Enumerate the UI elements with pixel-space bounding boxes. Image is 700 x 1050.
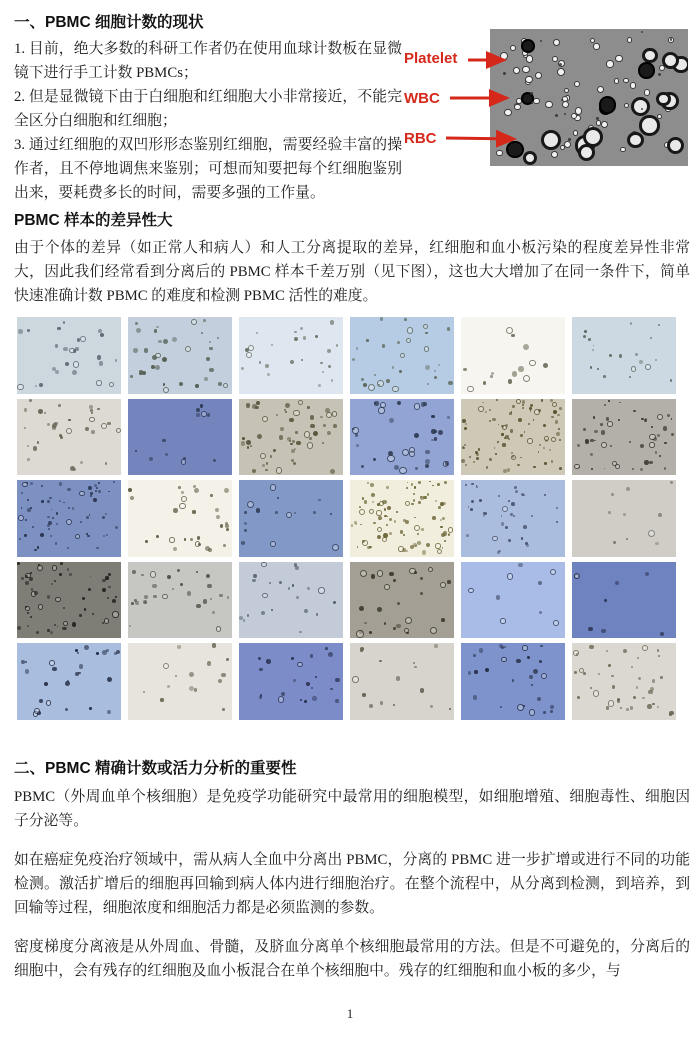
list-item-1: 1. 目前，绝大多数的科研工作者仍在使用血球计数板在显微镜下进行手工计数 PBMCs； xyxy=(14,41,402,81)
section3-heading: 二、PBMC 精确计数或活力分析的重要性 xyxy=(14,760,297,777)
page-number: 1 xyxy=(346,1006,354,1021)
paragraph-1: PBMC（外周血单个核细胞）是免疫学功能研究中最常用的细胞模型，如细胞增殖、细胞毒性、细胞因子分泌等。 xyxy=(14,789,690,829)
sample-image xyxy=(239,317,343,394)
pbmc-sample-image-grid xyxy=(17,317,676,720)
sample-image xyxy=(461,562,565,639)
sample-image xyxy=(350,562,454,639)
sample-image xyxy=(461,480,565,557)
sample-image xyxy=(128,399,232,476)
section2-heading: PBMC 样本的差异性大 xyxy=(14,212,173,229)
sample-image xyxy=(239,643,343,720)
section2-body: 由于个体的差异（如正常人和病人）和人工分离提取的差异，红细胞和血小板污染的程度差异性非常大，因此我们经常看到分离后的 PBMC 样本千差万别（见下图），这也大大增加了在同一条件下，简单快速准确计数 PBMC 的难度和检测 PBMC 活性的难度。 xyxy=(14,240,690,304)
micrograph-image xyxy=(490,29,688,166)
paragraph-2: 如在癌症免疫治疗领域中，需从病人全血中分离出 PBMC，分离的 PBMC 进一步扩增或进行不同的功能检测。激活扩增后的细胞再回输到病人体内进行细胞治疗。在整个流程中，从分离到检测，到培养，到回输等过程，细胞浓度和细胞活力都是必须监测的参数。 xyxy=(14,852,690,916)
sample-image xyxy=(128,317,232,394)
sample-image xyxy=(572,643,676,720)
list-item-2: 2. 但是显微镜下由于白细胞和红细胞大小非常接近，不能完全区分白细胞和红细胞； xyxy=(14,89,402,129)
sample-image xyxy=(239,480,343,557)
sample-image xyxy=(350,317,454,394)
sample-image xyxy=(128,643,232,720)
sample-image xyxy=(350,643,454,720)
paragraph-3: 密度梯度分离液是从外周血、骨髓，及脐血分离单个核细胞最常用的方法。但是不可避免的，分离后的细胞中，会有残存的红细胞及血小板混合在单个核细胞中。残存的红细胞和血小板的多少，与 xyxy=(14,939,690,979)
sample-image xyxy=(461,399,565,476)
sample-image xyxy=(350,399,454,476)
list-item-3: 3. 通过红细胞的双凹形形态鉴别红细胞，需要经验丰富的操作者，且不停地调焦来鉴别；可想而知要把每个红细胞鉴别出来，要耗费多长的时间，需要多强的工作量。 xyxy=(14,137,402,201)
section-importance-of-counting xyxy=(14,756,690,998)
sample-image xyxy=(17,562,121,639)
sample-image xyxy=(128,480,232,557)
section1-heading: 一、PBMC 细胞计数的现状 xyxy=(14,14,204,31)
labeled-micrograph-figure xyxy=(400,29,690,169)
sample-image xyxy=(350,480,454,557)
wbc-label: WBC xyxy=(404,90,440,107)
sample-image xyxy=(17,399,121,476)
rbc-label: RBC xyxy=(404,130,437,147)
sample-image xyxy=(128,562,232,639)
sample-image xyxy=(572,562,676,639)
sample-image xyxy=(17,317,121,394)
sample-image xyxy=(17,643,121,720)
sample-image xyxy=(572,317,676,394)
section-sample-variability xyxy=(14,208,690,308)
sample-image xyxy=(572,399,676,476)
sample-image xyxy=(572,480,676,557)
section1-text-column xyxy=(14,37,402,205)
sample-image xyxy=(239,562,343,639)
sample-image xyxy=(461,643,565,720)
platelet-label: Platelet xyxy=(404,50,458,67)
sample-image xyxy=(17,480,121,557)
sample-image xyxy=(239,399,343,476)
sample-image xyxy=(461,317,565,394)
